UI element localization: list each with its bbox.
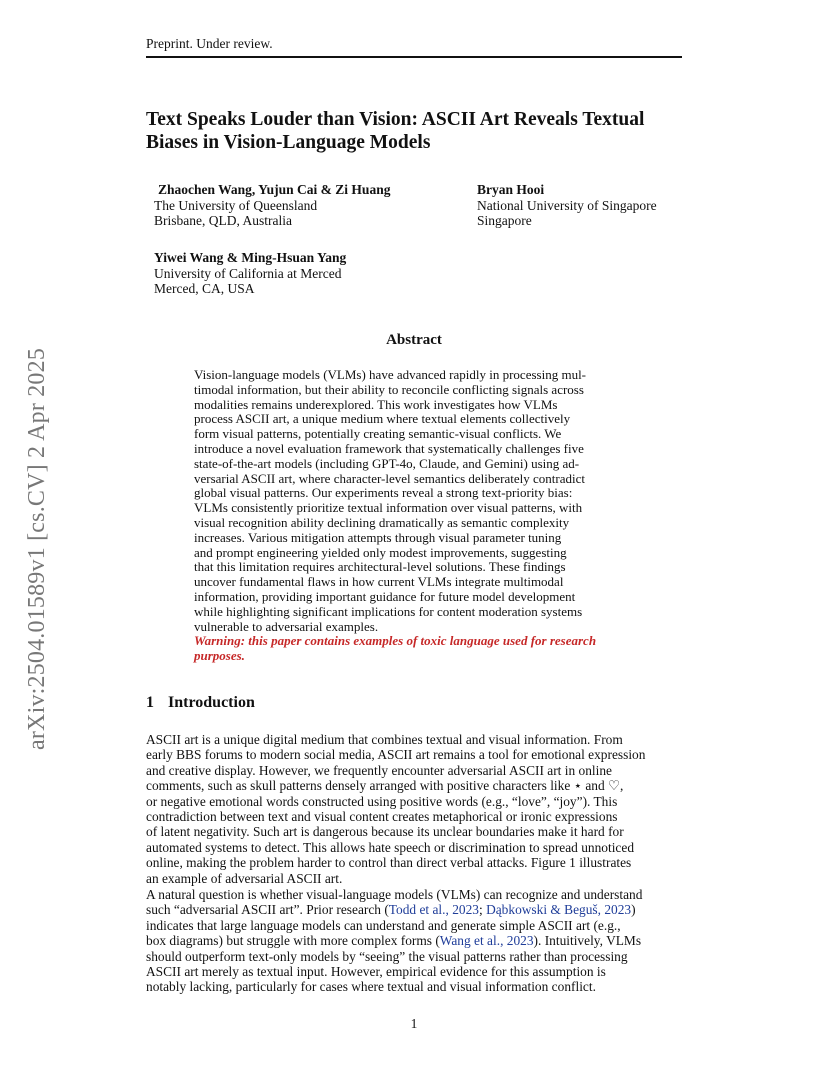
author-block-2 [477,182,657,229]
author-affiliation: National University of Singapore [477,197,657,213]
warning-line: Warning: this paper contains examples of toxic language used for research [194,633,597,649]
abstract-line: form visual patterns, potentially creating semantic-visual conflicts. We [194,426,562,442]
paragraph-line [146,933,682,948]
author-affiliation: University of California at Merced [154,265,342,281]
author-location: Brisbane, QLD, Australia [154,213,292,228]
citation-link[interactable]: Todd et al., 2023 [388,902,479,918]
paragraph-line: ASCII art is a unique digital medium that combines textual and visual information. From [146,732,623,747]
paragraph-line: comments, such as skull patterns densely arranged with positive characters like ⋆ and ♡, [146,778,624,794]
paragraph-line: online, making the problem harder to control than direct verbal attacks. Figure 1 illustrates [146,855,632,871]
title-line-2: Biases in Vision-Language Models [146,132,431,153]
abstract-line: visual recognition ability declining dramatically as semantic complexity [194,514,570,530]
author-location: Merced, CA, USA [154,281,255,296]
abstract-line: timodal information, but their ability to reconcile conflicting signals across [194,381,584,397]
paragraph-line [146,902,682,917]
abstract-line: state-of-the-art models (including GPT-4o, Claude, and Gemini) using ad- [194,455,580,471]
arxiv-stamp[interactable]: arXiv:2504.01589v1 [cs.CV] 2 Apr 2025 [24,347,50,750]
section-number: 1 [146,694,154,711]
paragraph-line: ASCII art merely as textual input. However, empirical evidence for this assumption is [146,964,606,980]
author-block-3 [154,250,346,297]
content-warning [194,634,634,664]
text-run: ) [631,902,636,918]
abstract-line: modalities remains underexplored. This work investigates how VLMs [194,396,558,412]
abstract-line: information, providing important guidance for future model development [194,588,576,604]
text-run: ; [478,902,487,918]
intro-paragraph-2 [146,887,682,995]
text-run: such “adversarial ASCII art”. Prior research ( [146,902,389,918]
abstract-body [194,368,634,664]
abstract-line: that this limitation requires architectural-level solutions. These findings [194,559,566,575]
paragraph-line: and creative display. However, we frequently encounter adversarial ASCII art in online [146,762,612,778]
running-head: Preprint. Under review. [146,36,682,58]
author-names: Zhaochen Wang, Yujun Cai & Zi Huang [158,182,391,197]
abstract-line: vulnerable to adversarial examples. [194,618,379,634]
author-affiliation: The University of Queensland [154,197,318,213]
title-line-1: Text Speaks Louder than Vision: ASCII Art Reveals Textual [146,109,645,130]
paragraph-line: or negative emotional words constructed using positive words (e.g., “love”, “joy”). This [146,793,618,809]
paragraph-line: an example of adversarial ASCII art. [146,870,343,886]
abstract-line: versarial ASCII art, where character-level semantics deliberately contradict [194,470,585,486]
abstract-line: Vision-language models (VLMs) have advanced rapidly in processing mul- [194,367,587,382]
abstract-line: uncover fundamental flaws in how current VLMs integrate multimodal [194,574,564,590]
abstract-heading: Abstract [386,332,442,348]
abstract-line: and prompt engineering yielded only modest improvements, suggesting [194,544,567,560]
paragraph-line: of latent negativity. Such art is dangerous because its unclear boundaries make it hard for [146,824,624,840]
intro-paragraph-1 [146,732,682,886]
text-run: ). Intuitively, VLMs [533,933,642,949]
warning-line: purposes. [194,648,245,664]
abstract-line: introduce a novel evaluation framework that systematically challenges five [194,440,584,456]
paragraph-line: contradiction between text and visual content creates metaphorical or ironic expressions [146,809,618,825]
section-heading [146,694,255,712]
section-title: Introduction [168,694,255,711]
abstract-line: process ASCII art, a unique medium where textual elements collectively [194,411,571,427]
author-block-1 [154,182,390,229]
paragraph-line: automated systems to detect. This allows hate speech or discrimination to spread unnoticed [146,839,635,855]
paper-title [146,108,706,154]
abstract-line: increases. Various mitigation attempts through visual parameter tuning [194,529,562,545]
text-run: box diagrams) but struggle with more complex forms ( [146,933,440,949]
abstract-line: VLMs consistently prioritize textual information over visual patterns, with [194,500,583,516]
paragraph-line: early BBS forums to modern social media, ASCII art remains a tool for emotional expression [146,747,646,763]
paragraph-line: should outperform text-only models by “seeing” the visual patterns rather than processing [146,948,628,964]
paragraph-line: A natural question is whether visual-language models (VLMs) can recognize and understand [146,887,643,902]
abstract-line: while highlighting significant implications for content moderation systems [194,603,583,619]
author-names: Yiwei Wang & Ming-Hsuan Yang [154,250,347,265]
author-location: Singapore [477,213,532,228]
page-number: 1 [410,1016,418,1031]
author-names: Bryan Hooi [477,182,545,197]
citation-link[interactable]: Dąbkowski & Beguš, 2023 [486,902,632,918]
paragraph-line: indicates that large language models can understand and generate simple ASCII art (e.g., [146,917,621,933]
citation-link[interactable]: Wang et al., 2023 [439,933,534,949]
abstract-line: global visual patterns. Our experiments reveal a strong text-priority bias: [194,485,573,501]
paragraph-line: notably lacking, particularly for cases where textual and visual information conflict. [146,979,596,995]
